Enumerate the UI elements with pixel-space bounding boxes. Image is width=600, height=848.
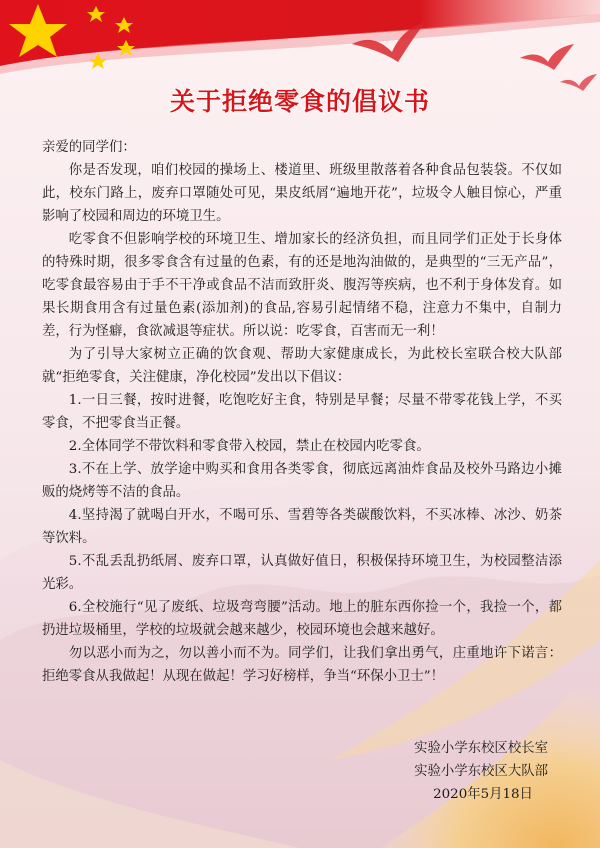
document-title: 关于拒绝零食的倡议书: [169, 87, 430, 116]
proposal-item: 4.坚持渴了就喝白开水，不喝可乐、雪碧等各类碳酸饮料，不买冰棒、冰沙、奶茶等饮料。: [42, 508, 562, 546]
signature-date: 2020年5月18日: [433, 787, 533, 802]
signature-block: [414, 737, 548, 806]
bird-icon: [520, 44, 574, 70]
signature-org: 实验小学东校区大队部: [414, 764, 548, 779]
proposal-item: 1.一日三餐，按时进餐，吃饱吃好主食，特别是早餐；尽量不带零花钱上学，不买零食，不把零食当正餐。: [42, 393, 562, 431]
signature-org: 实验小学东校区校长室: [414, 741, 548, 756]
letter-body: [42, 136, 562, 688]
paragraph: 你是否发现，咱们校园的操场上、楼道里、班级里散落着各种食品包装袋。不仅如此，校东门路上，废弃口罩随处可见，果皮纸屑“遍地开花”，垃圾令人触目惊心，严重影响了校园和周边的环境卫生。: [42, 163, 562, 224]
paragraph: 为了引导大家树立正确的饮食观、帮助大家健康成长，为此校长室联合校大队部就“拒绝零食，关注健康，净化校园”发出以下倡议：: [42, 347, 562, 385]
greeting: 亲爱的同学们：: [42, 140, 136, 155]
proposal-item: 2.全体同学不带饮料和零食带入校园，禁止在校园内吃零食。: [68, 439, 430, 454]
proposal-item: 6.全校施行“见了废纸、垃圾弯弯腰”活动。地上的脏东西你捡一个，我捡一个，都扔进垃圾桶里，学校的垃圾就会越来越少，校园环境也会越来越好。: [42, 600, 562, 638]
proposal-item: 5.不乱丢乱扔纸屑、废弃口罩，认真做好值日，积极保持环境卫生，为校园整洁添光彩。: [42, 554, 562, 592]
closing-paragraph: 勿以恶小而为之，勿以善小而不为。同学们，让我们拿出勇气，庄重地许下诺言：拒绝零食从我做起！从现在做起！学习好榜样，争当“环保小卫士”！: [42, 646, 562, 684]
proposal-item: 3.不在上学、放学途中购买和食用各类零食，彻底远离油炸食品及校外马路边小摊贩的烧烤等不洁的食品。: [42, 462, 562, 500]
paragraph: 吃零食不但影响学校的环境卫生、增加家长的经济负担，而且同学们正处于长身体的特殊时期，很多零食含有过量的色素，有的还是地沟油做的，是典型的“三无产品”，吃零食最容易由于手不干净或食品不洁而致肝炎、腹泻等疾病，也不利于身体发育。如果长期食用含有过量色素(添加剂)的食品,容易引起情绪不稳，注意力不集中，自制力差，行为怪癖，食欲减退等症状。所以说：吃零食，百害而无一利！: [42, 232, 562, 339]
